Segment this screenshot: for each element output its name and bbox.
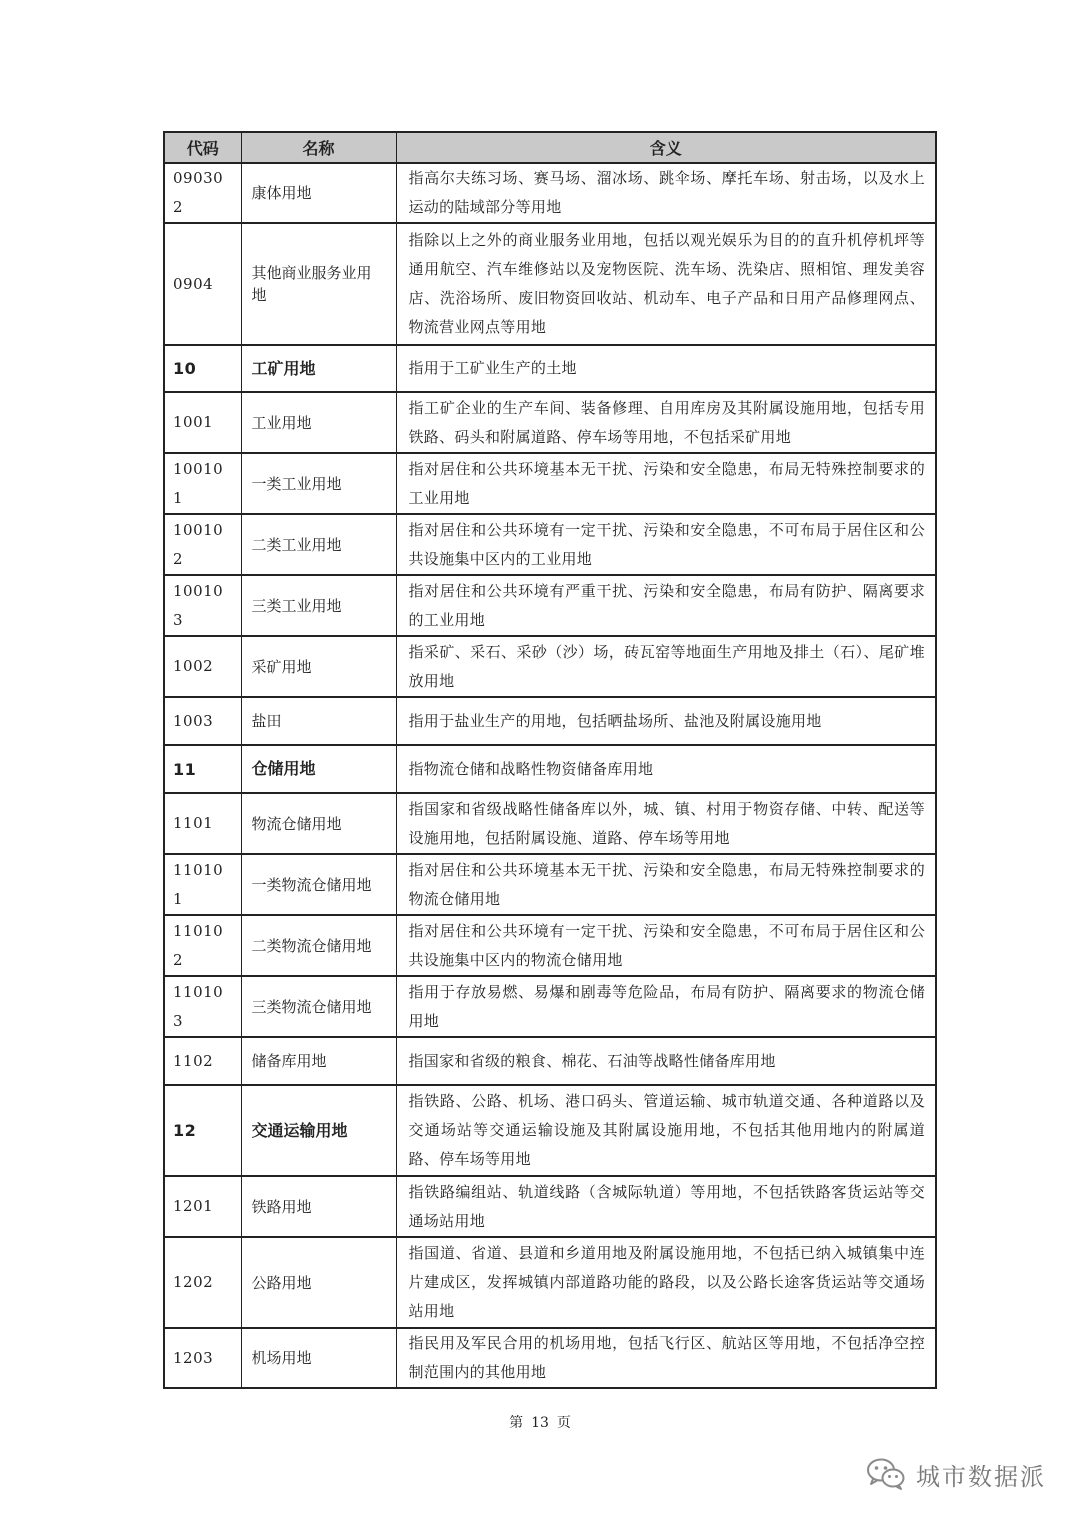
land-use-table — [163, 131, 937, 1389]
row-description: 指铁路编组站、轨道线路（含城际轨道）等用地，不包括铁路客货运站等交通场站用地 — [396, 1176, 936, 1237]
table-row — [164, 163, 936, 223]
row-name: 工业用地 — [241, 392, 396, 453]
header-name: 名称 — [241, 132, 396, 163]
table-row — [164, 453, 936, 514]
row-name: 储备库用地 — [241, 1037, 396, 1085]
table-header-row — [164, 132, 936, 163]
row-name: 交通运输用地 — [241, 1085, 396, 1176]
row-description: 指工矿企业的生产车间、装备修理、自用库房及其附属设施用地，包括专用铁路、码头和附属道路、停车场等用地，不包括采矿用地 — [396, 392, 936, 453]
row-name: 一类物流仓储用地 — [241, 854, 396, 915]
row-description: 指铁路、公路、机场、港口码头、管道运输、城市轨道交通、各种道路以及交通场站等交通运输设施及其附属设施用地，不包括其他用地内的附属道路、停车场等用地 — [396, 1085, 936, 1176]
row-name: 二类物流仓储用地 — [241, 915, 396, 976]
row-description: 指对居住和公共环境基本无干扰、污染和安全隐患，布局无特殊控制要求的物流仓储用地 — [396, 854, 936, 915]
table-row — [164, 575, 936, 636]
row-name: 采矿用地 — [241, 636, 396, 697]
table-row — [164, 223, 936, 345]
watermark — [866, 1454, 1046, 1494]
row-name: 一类工业用地 — [241, 453, 396, 514]
row-description: 指用于工矿业生产的土地 — [396, 345, 936, 392]
table-row — [164, 915, 936, 976]
row-description: 指对居住和公共环境有一定干扰、污染和安全隐患，不可布局于居住区和公共设施集中区内的工业用地 — [396, 514, 936, 575]
row-code: 110102 — [164, 915, 241, 976]
table-row — [164, 392, 936, 453]
row-code: 1203 — [164, 1328, 241, 1388]
table-row — [164, 854, 936, 915]
row-name: 工矿用地 — [241, 345, 396, 392]
header-meaning: 含义 — [396, 132, 936, 163]
row-code: 1201 — [164, 1176, 241, 1237]
row-code: 1003 — [164, 697, 241, 745]
table-row — [164, 1237, 936, 1328]
watermark-text: 城市数据派 — [916, 1462, 1046, 1491]
row-code: 12 — [164, 1085, 241, 1176]
row-description: 指采矿、采石、采砂（沙）场，砖瓦窑等地面生产用地及排土（石）、尾矿堆放用地 — [396, 636, 936, 697]
row-name: 二类工业用地 — [241, 514, 396, 575]
row-code: 110103 — [164, 976, 241, 1037]
row-description: 指国道、省道、县道和乡道用地及附属设施用地，不包括已纳入城镇集中连片建成区，发挥城镇内部道路功能的路段，以及公路长途客货运站等交通场站用地 — [396, 1237, 936, 1328]
row-name: 盐田 — [241, 697, 396, 745]
table-row — [164, 636, 936, 697]
row-code: 11 — [164, 745, 241, 793]
table-row — [164, 345, 936, 392]
row-name: 机场用地 — [241, 1328, 396, 1388]
row-description: 指用于盐业生产的用地，包括晒盐场所、盐池及附属设施用地 — [396, 697, 936, 745]
table-row — [164, 1176, 936, 1237]
row-code: 100102 — [164, 514, 241, 575]
row-name: 仓储用地 — [241, 745, 396, 793]
row-code: 1002 — [164, 636, 241, 697]
row-name: 三类工业用地 — [241, 575, 396, 636]
table-row — [164, 793, 936, 854]
table-row — [164, 976, 936, 1037]
table-row — [164, 697, 936, 745]
row-description: 指用于存放易燃、易爆和剧毒等危险品，布局有防护、隔离要求的物流仓储用地 — [396, 976, 936, 1037]
row-description: 指高尔夫练习场、赛马场、溜冰场、跳伞场、摩托车场、射击场，以及水上运动的陆域部分等用地 — [396, 163, 936, 223]
row-name: 铁路用地 — [241, 1176, 396, 1237]
page-number — [0, 1412, 1080, 1432]
wechat-icon — [866, 1457, 906, 1491]
row-description: 指民用及军民合用的机场用地，包括飞行区、航站区等用地，不包括净空控制范围内的其他用地 — [396, 1328, 936, 1388]
row-code: 0904 — [164, 223, 241, 345]
row-code: 110101 — [164, 854, 241, 915]
row-description: 指对居住和公共环境有一定干扰、污染和安全隐患，不可布局于居住区和公共设施集中区内的物流仓储用地 — [396, 915, 936, 976]
row-code: 100103 — [164, 575, 241, 636]
row-code: 1001 — [164, 392, 241, 453]
row-description: 指对居住和公共环境基本无干扰、污染和安全隐患，布局无特殊控制要求的工业用地 — [396, 453, 936, 514]
row-name: 其他商业服务业用地 — [241, 223, 396, 345]
header-code: 代码 — [164, 132, 241, 163]
row-code: 090302 — [164, 163, 241, 223]
row-name: 公路用地 — [241, 1237, 396, 1328]
row-code: 1101 — [164, 793, 241, 854]
row-code: 1102 — [164, 1037, 241, 1085]
row-name: 物流仓储用地 — [241, 793, 396, 854]
row-description: 指对居住和公共环境有严重干扰、污染和安全隐患，布局有防护、隔离要求的工业用地 — [396, 575, 936, 636]
row-description: 指物流仓储和战略性物资储备库用地 — [396, 745, 936, 793]
row-name: 三类物流仓储用地 — [241, 976, 396, 1037]
table-row — [164, 1037, 936, 1085]
table-row — [164, 1085, 936, 1176]
page-suffix: 页 — [556, 1415, 571, 1431]
table-row — [164, 1328, 936, 1388]
row-code: 10 — [164, 345, 241, 392]
page-prefix: 第 — [509, 1415, 524, 1431]
row-description: 指国家和省级的粮食、棉花、石油等战略性储备库用地 — [396, 1037, 936, 1085]
row-code: 100101 — [164, 453, 241, 514]
table-row — [164, 514, 936, 575]
row-description: 指除以上之外的商业服务业用地，包括以观光娱乐为目的的直升机停机坪等通用航空、汽车维修站以及宠物医院、洗车场、洗染店、照相馆、理发美容店、洗浴场所、废旧物资回收站、机动车、电子产品和日用产品修理网点、物流营业网点等用地 — [396, 223, 936, 345]
row-code: 1202 — [164, 1237, 241, 1328]
row-description: 指国家和省级战略性储备库以外，城、镇、村用于物资存储、中转、配送等设施用地，包括附属设施、道路、停车场等用地 — [396, 793, 936, 854]
row-name: 康体用地 — [241, 163, 396, 223]
table-row — [164, 745, 936, 793]
page-number-value: 13 — [531, 1415, 549, 1431]
